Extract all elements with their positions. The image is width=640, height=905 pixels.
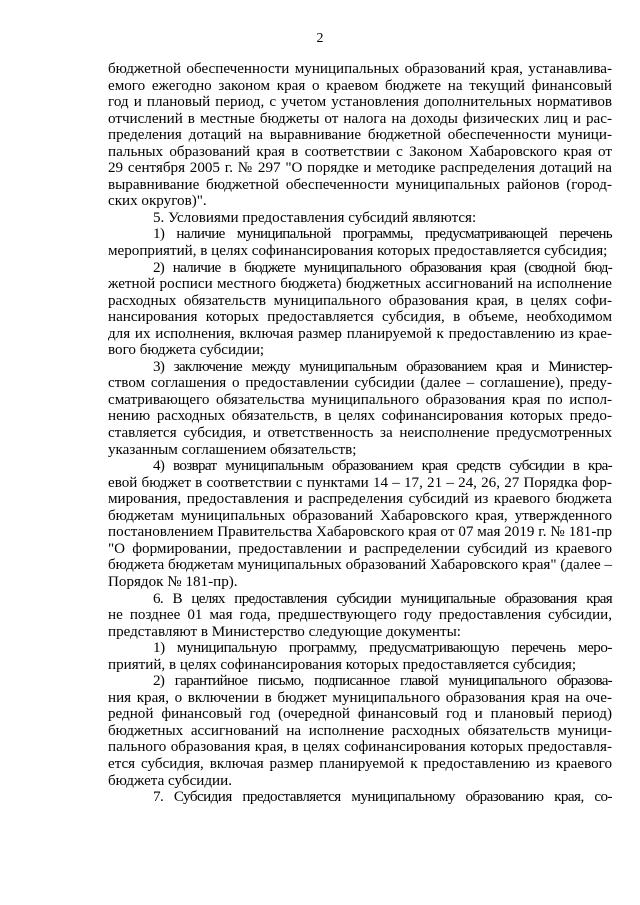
text-line: 7. Субсидия предоставляется муниципальному образованию края, со- [153,789,612,806]
text-line: 29 сентября 2005 г. № 297 "О порядке и методике распределения дотаций на [108,160,612,177]
document-body [108,61,612,806]
text-line: ется субсидия, включая размер планируемой к предоставлению из краевого [108,755,612,772]
text-line: мероприятий, в целях софинансирования которых предоставляется субсидия; [108,243,608,260]
text-line: постановлением Правительства Хабаровского края от 07 мая 2019 г. № 181-пр [108,524,612,541]
text-line: 2) наличие в бюджете муниципального образования края (сводной бюд- [153,259,612,276]
text-line: емого ежегодно законом края о краевом бюджете на текущий финансовый [108,77,612,94]
text-line: редной финансовый год (очередной финансовый год и плановый период) [108,706,612,723]
text-line: ния края, о включении в бюджет муниципального образования края на оче- [108,689,612,706]
text-line: бюджетной обеспеченности муниципальных образований края, устанавлива- [108,61,612,77]
text-line: бюджетам муниципальных образований Хабаровского края, утвержденного [108,507,612,524]
text-line: 1) муниципальную программу, предусматривающую перечень меро- [153,640,612,657]
text-line: приятий, в целях софинансирования которых предоставляется субсидия; [108,656,577,673]
text-line: нению расходных обязательств, в целях софинансирования которых предо- [108,408,612,425]
text-line: 5. Условиями предоставления субсидий являются: [153,209,477,226]
text-line: сматривающего обязательства муниципального образования края по испол- [108,391,612,408]
text-line: жетной росписи местного бюджета) бюджетных ассигнований на исполнение [108,276,612,293]
text-line: расходных обязательств муниципального образования края, в целях софи- [108,292,612,309]
text-line: отчислений в местные бюджеты от налога на доходы физических лиц и рас- [108,110,612,127]
text-line: нансирования которых предоставляется субсидия, в объеме, необходимом [108,309,612,326]
text-line: представляют в Министерство следующие документы: [108,623,461,640]
text-line: 2) гарантийное письмо, подписанное главой муниципального образова- [153,673,612,690]
text-line: ставляется субсидия, и ответственность за неисполнение предусмотренных [108,425,612,442]
text-line: бюджета субсидии. [108,772,232,789]
text-line: 4) возврат муниципальным образованием края средств субсидии в кра- [153,458,612,475]
text-line: бюджетных ассигнований на исполнение расходных обязательств муници- [108,722,612,739]
text-line: 3) заключение между муниципальным образованием края и Министер- [153,358,612,375]
text-line: пального образования края, в целях софинансирования которых предоставля- [108,739,612,756]
text-line: ских округов)". [108,193,207,210]
text-line: 6. В целях предоставления субсидии муниципальные образования края [153,590,612,607]
text-line: ством соглашения о предоставлении субсидии (далее – соглашение), преду- [108,375,612,392]
text-line: пределения дотаций на выравнивание бюджетной обеспеченности муници- [108,127,612,144]
text-line: выравнивание бюджетной обеспеченности муниципальных районов (город- [108,176,612,193]
text-line: "О формировании, предоставлении и распределении субсидий из краевого [108,540,612,557]
text-line: указанным соглашением обязательств; [108,441,357,458]
text-line: пальных образований края в соответствии с Законом Хабаровского края от [108,143,612,160]
text-line: Порядок № 181-пр). [108,573,238,590]
text-line: евой бюджет в соответствии с пунктами 14 – 17, 21 – 24, 26, 27 Порядка фор- [108,474,612,491]
text-line: 1) наличие муниципальной программы, предусматривающей перечень [153,226,612,243]
text-line: не позднее 01 мая года, предшествующего году предоставления субсидии, [108,607,612,624]
page-number: 2 [316,31,324,46]
text-line: бюджета бюджетам муниципальных образований Хабаровского края" (далее – [108,557,612,574]
text-line: год и плановый период, с учетом установления дополнительных нормативов [108,94,612,111]
text-line: для их исполнения, включая размер планируемой к предоставлению из крае- [108,325,612,342]
text-line: вого бюджета субсидии; [108,342,265,359]
text-line: мирования, предоставления и распределения субсидий из краевого бюджета [108,491,612,508]
